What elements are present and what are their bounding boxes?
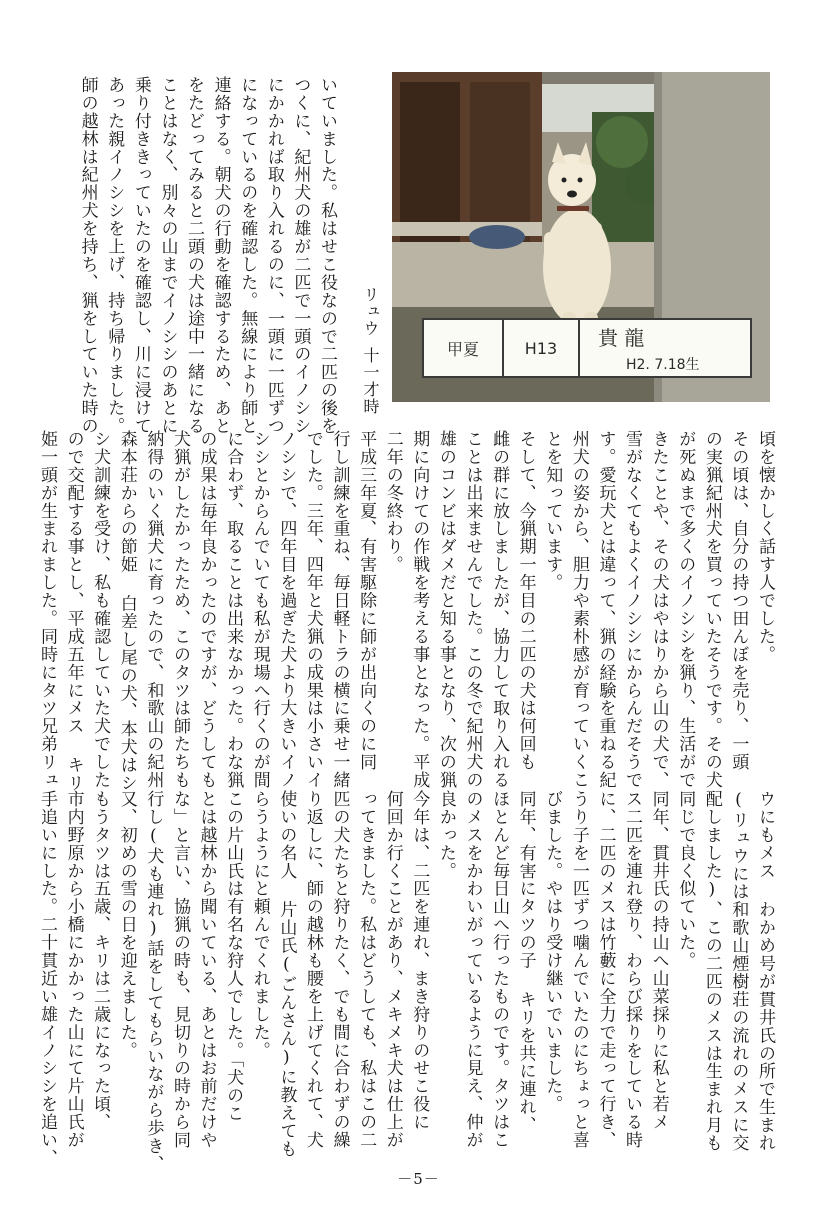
text-column: 期に向けての作戦を考える事となった。平成: [409, 430, 430, 789]
text-column: うり子を一匹ずつ噛んでいたのにちょっと喜: [568, 790, 589, 1149]
text-block-top-left: [58, 76, 340, 435]
text-column: ことは出来ませんでした。この冬で紀州犬の: [462, 430, 483, 789]
text-column: にかかれば取り入れるのに、一頭に一匹ずつ: [263, 76, 284, 435]
label-cell-season: 甲夏: [424, 320, 504, 376]
text-column: (リュウには和歌山煙樹荘の流れのメスに交: [728, 790, 749, 1152]
text-column: に、二匹のメスは竹藪に全力で走って行き、: [595, 790, 616, 1149]
text-column: あった親イノシシを上げ、持ち帰りました。: [104, 76, 125, 435]
text-column: でした。三年、四年と犬猟の成果は小さいイ: [302, 430, 323, 789]
text-column: 雌の群に放しましたが、協力して取り入れる: [489, 430, 510, 789]
text-column: 匹の犬たちと狩りたく、でも間に合わずの繰: [329, 790, 350, 1149]
text-column: そして、今猟期一年目の二匹の犬は何回も: [515, 430, 536, 772]
text-column: 雪がなくてもよくイノシシにからんだそうで: [622, 430, 643, 789]
text-column: 使いの名人 片山氏(ごんさん)に教えても: [276, 790, 297, 1158]
text-block-middle: [36, 430, 778, 792]
text-column: びました。やはり受け継いでいました。: [542, 790, 563, 1114]
text-column: 同年、有害にタツの子 キリを共に連れ、: [515, 790, 536, 1135]
text-column: 連絡する。朝犬の行動を確認するため、あと: [210, 76, 231, 435]
caption-name: リュウ: [361, 286, 380, 337]
text-column: 頃を懐かしく話す人でした。: [755, 430, 775, 664]
page-number: －5－: [397, 1170, 440, 1188]
label-cell-year: H13: [504, 320, 580, 376]
text-column: 姫一頭が生まれました。同時にタツ兄弟リュ: [36, 430, 57, 789]
text-column: 行し(犬も連れ)話をしてもらいながら歩き、: [143, 790, 164, 1173]
text-column: のメスをかわいがっているように見え、仲が: [462, 790, 483, 1149]
text-column: この片山氏は有名な狩人でした。「犬のこ: [223, 790, 244, 1123]
text-column: とを知っています。: [542, 430, 563, 592]
text-column: 犬猟がしたかったため、このタツは師たちも: [169, 430, 190, 789]
text-column: 納得のいく猟犬に育ったので、和歌山の紀州: [143, 430, 164, 789]
text-column: 師の越林は紀州犬を持ち、猟をしていた時の: [77, 76, 98, 435]
text-column: ので交配する事とし、平成五年にメス キリ: [63, 430, 84, 792]
text-column: 今年は、二匹を連れ、まき狩りのせこ役に: [409, 790, 430, 1132]
text-column: ってきました。私はどうしても、私はこの二: [356, 790, 377, 1149]
text-column: 雄のコンビはダメだと知る事となり、次の猟: [435, 430, 456, 789]
text-column: が死ぬまで多くのイノシシを猟り、生活がで: [675, 430, 696, 789]
text-column: らうようにと頼んでくれました。: [249, 790, 270, 1060]
text-column: に合わず、取ることは出来なかった。わな猟: [223, 430, 244, 789]
text-column: 二年の冬終わり。: [382, 430, 403, 574]
text-block-bottom: [36, 790, 778, 1173]
text-column: 又、初めの雪の日を迎えました。: [116, 790, 137, 1060]
text-column: 何回か行くことがあり、メキメキ犬は仕上が: [382, 790, 403, 1149]
text-column: をたどってみると二頭の犬は途中一緒になる: [184, 76, 205, 435]
text-column: ほとんど毎日山へ行ったものです。タツはこ: [489, 790, 510, 1149]
text-column: ノシシで、四年目を過ぎた犬より大きいイノ: [276, 430, 297, 789]
text-column: 森本荘からの節姫 白差し尾の犬、本犬はシ: [116, 430, 137, 792]
text-column: り返しに、師の越林も腰を上げてくれて、犬: [302, 790, 323, 1149]
text-column: ウにもメス わかめ号が貫井氏の所で生まれ: [755, 790, 775, 1152]
text-column: の実猟紀州犬を買っていたそうです。その犬: [701, 430, 722, 789]
label-dog-name: 貴 龍: [598, 325, 645, 350]
photo-label-card: [422, 318, 752, 378]
text-column: 同年、貫井氏の持山へ山菜採りに私と若メ: [648, 790, 669, 1132]
text-column: シ犬訓練を受け、私も確認していた犬でした: [90, 430, 111, 789]
text-column: 同じで良く似ていた。: [675, 790, 696, 970]
text-column: とは越林から聞いている、あとはお前だけや: [196, 790, 217, 1149]
text-column: もうタツは五歳、キリは二歳になった頃、: [90, 790, 111, 1132]
text-column: 手追いにした。二十貫近い雄イノシシを追い、: [36, 790, 57, 1167]
text-column: 乗り付ききっていたのを確認し、川に浸けて: [130, 76, 151, 435]
text-column: シシとからんでいても私が現場へ行くのが間: [249, 430, 270, 789]
text-column: きたことや、その犬はやはりから山の犬で、: [648, 430, 669, 789]
caption-age: 十一才時: [361, 347, 380, 415]
text-column: つくに、紀州犬の雄が二匹で一頭のイノシシ: [290, 76, 311, 435]
text-column: 配しました)、この二匹のメスは生まれ月も: [701, 790, 722, 1152]
text-column: 平成三年夏、有害駆除に師が出向くのに同: [356, 430, 377, 772]
text-column: ことはなく、別々の山までイノシシのあとに: [157, 76, 178, 435]
text-column: いていました。私はせこ役なので二匹の後を: [317, 76, 337, 435]
text-column: 州犬の姿から、胆力や素朴感が育っていくこ: [568, 430, 589, 789]
label-birthdate: H2. 7.18生: [626, 357, 700, 374]
text-column: な」と言い、協猟の時も、見切りの時から同: [169, 790, 190, 1149]
text-column: その頃は、自分の持つ田んぼを売り、一頭: [728, 430, 749, 772]
text-column: す。愛玩犬とは違って、猟の経験を重ねる紀: [595, 430, 616, 789]
text-column: ス二匹を連れ登り、わらび採りをしている時: [622, 790, 643, 1149]
text-column: の成果は毎年良かったのですが、どうしても: [196, 430, 217, 789]
text-column: 良かった。: [435, 790, 456, 880]
photo-caption: [352, 286, 382, 416]
text-column: になっているのを確認した。無線により師と: [237, 76, 258, 435]
label-cell-name: [580, 320, 750, 376]
text-column: 行し訓練を重ね、毎日軽トラの横に乗せ一緒: [329, 430, 350, 789]
text-column: 市内野原から小橋にかかった山にて片山氏が: [63, 790, 84, 1149]
